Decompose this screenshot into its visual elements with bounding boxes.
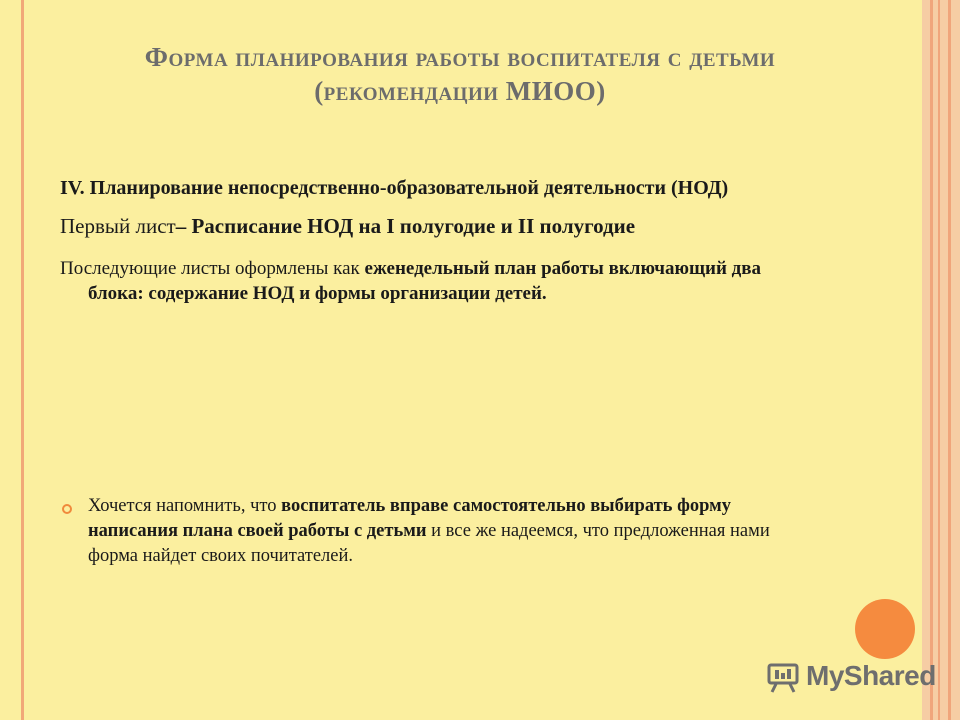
- bullet-text: [88, 494, 820, 569]
- section-heading: IV. Планирование непосредственно-образовательной деятельности (НОД): [60, 177, 729, 199]
- presentation-board-icon: [766, 659, 800, 693]
- title-line-2: (рекомендации МИОО): [314, 76, 606, 106]
- first-sheet-prefix: Первый лист: [60, 214, 176, 238]
- bullet-prefix: Хочется напомнить, что: [88, 496, 282, 516]
- first-sheet-bold: – Расписание НОД на I полугодие и II полугодие: [175, 214, 636, 238]
- bullet-circle-icon: [60, 494, 88, 569]
- slide-title: [60, 40, 860, 108]
- bullet-suffix: и все же надеемся, что предложенная нами форма найдет своих почитателей.: [88, 521, 770, 566]
- first-sheet-paragraph: [60, 214, 800, 239]
- next-sheets-paragraph: [60, 256, 800, 306]
- title-line-1: Форма планирования работы воспитателя с детьми: [144, 42, 776, 72]
- right-decorative-band: [922, 0, 960, 720]
- bullet-list: [60, 494, 820, 569]
- slide-body: [60, 176, 800, 306]
- next-sheets-prefix: Последующие листы оформлены как: [60, 258, 365, 279]
- orange-circle-decoration: [855, 599, 915, 659]
- band-stripe: [930, 0, 933, 720]
- bullet-bold: воспитатель вправе самостоятельно выбирать форму написания плана своей работы с детьми: [88, 496, 731, 541]
- next-sheets-bold: еженедельный план работы включающий два блока: содержание НОД и формы организации детей.: [88, 258, 762, 304]
- myshared-logo[interactable]: [766, 658, 936, 694]
- band-stripe: [938, 0, 940, 720]
- left-accent-line: [21, 0, 24, 720]
- band-stripe: [948, 0, 951, 720]
- list-item: [60, 494, 820, 569]
- logo-text: MyShared: [806, 660, 936, 691]
